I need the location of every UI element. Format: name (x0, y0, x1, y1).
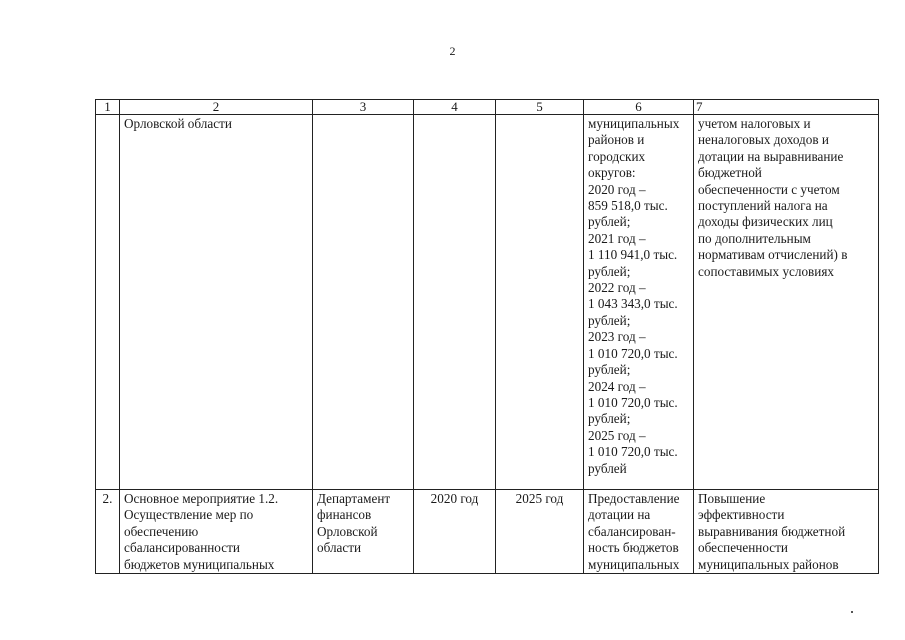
end-year-cell (496, 115, 584, 490)
executor-cell: Департамент финансов Орловской области (313, 490, 414, 574)
column-number-3: 3 (313, 100, 414, 115)
column-number-row (96, 100, 879, 115)
funding-cell: Предоставление дотации на сбалансирован- ность бюджетов муниципальных (584, 490, 694, 574)
start-year-cell: 2020 год (414, 490, 496, 574)
row-number-cell (96, 115, 120, 490)
funding-cell: муниципальных районов и городских округов: 2020 год – 859 518,0 тыс. рублей; 2021 год – 1 110 941,0 тыс. рублей; 2022 год – 1 043 343,0 тыс. рублей; 2023 год – 1 010 720,0 тыс. рублей; 2024 год – 1 010 720,0 тыс. рублей; 2025 год – 1 010 720,0 тыс. рублей (584, 115, 694, 490)
result-cell: Повышение эффективности выравнивания бюджетной обеспеченности муниципальных районов (694, 490, 879, 574)
table-row (96, 115, 879, 490)
column-number-5: 5 (496, 100, 584, 115)
column-number-4: 4 (414, 100, 496, 115)
column-number-7: 7 (694, 100, 879, 115)
result-cell: учетом налоговых и неналоговых доходов и дотации на выравнивание бюджетной обеспеченности с учетом поступлений налога на доходы физических лиц по дополнительным нормативам отчислений) в сопоставимых условиях (694, 115, 879, 490)
page-number: 2 (449, 44, 456, 58)
row-number-cell: 2. (96, 490, 120, 574)
measure-name-cell: Основное мероприятие 1.2. Осуществление мер по обеспечению сбалансированности бюджетов муниципальных (120, 490, 313, 574)
end-year-cell: 2025 год (496, 490, 584, 574)
column-number-2: 2 (120, 100, 313, 115)
measures-table (95, 99, 879, 574)
table-row (96, 490, 879, 574)
start-year-cell (414, 115, 496, 490)
measure-name-cell: Орловской области (120, 115, 313, 490)
executor-cell (313, 115, 414, 490)
scan-speck (851, 611, 853, 613)
column-number-1: 1 (96, 100, 120, 115)
column-number-6: 6 (584, 100, 694, 115)
